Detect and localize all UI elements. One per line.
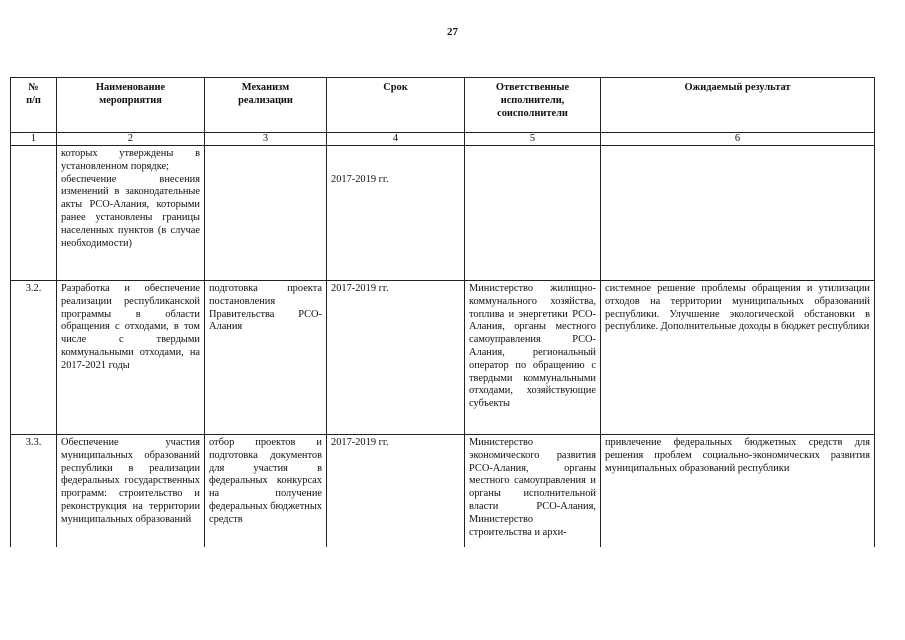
row-number [11,146,57,281]
term: 2017-2019 гг. [327,146,465,281]
header-mechanism: Механизм реализации [205,78,327,133]
responsible: Министерство жилищно-коммунального хозяйства, топлива и энергетики РСО-Алания, органы местного самоуправления РСО-Алания, региональный оператор по обращению с твердыми коммунальными отходами, хозяйствующие субъекты [465,281,601,435]
mechanism: отбор проектов и подготовка документов для участия в федеральных конкурсах на получение федеральных бюджетных средств [205,435,327,548]
header-term: Срок [327,78,465,133]
activity-name: которых утверждены в установленном порядке; обеспечение внесения изменений в законодательные акты РСО-Алания, которыми ранее установлены границы населенных пунктов (в случае необходимости) [57,146,205,281]
table-row [11,281,875,435]
table-row [11,435,875,548]
expected-result: системное решение проблемы обращения и утилизации отходов на территории муниципальных образований республики. Улучшение экологической обстановки в республике. Дополнительные доходы в бюджет республики [601,281,875,435]
page-number: 27 [447,26,458,38]
table-header-row [11,78,875,133]
table-row [11,146,875,281]
activity-plan-table [10,77,875,547]
row-number: 3.2. [11,281,57,435]
mechanism [205,146,327,281]
column-number: 5 [465,133,601,146]
header-responsible: Ответственные исполнители, соисполнители [465,78,601,133]
column-number: 3 [205,133,327,146]
column-number: 1 [11,133,57,146]
column-numbers-row [11,133,875,146]
header-expected-result: Ожидаемый результат [601,78,875,133]
term: 2017-2019 гг. [327,435,465,548]
responsible [465,146,601,281]
expected-result [601,146,875,281]
mechanism: подготовка проекта постановления Правительства РСО-Алания [205,281,327,435]
responsible: Министерство экономического развития РСО-Алания, органы местного самоуправления и органы исполнительной власти РСО-Алания, Министерство строительства и архи- [465,435,601,548]
column-number: 4 [327,133,465,146]
column-number: 2 [57,133,205,146]
header-activity-name: Наименование мероприятия [57,78,205,133]
row-number: 3.3. [11,435,57,548]
activity-name: Разработка и обеспечение реализации республиканской программы в области обращения с отходами, в том числе с твердыми коммунальными отходами, на 2017-2021 годы [57,281,205,435]
expected-result: привлечение федеральных бюджетных средств для решения проблем социально-экономических развития муниципальных образований республики [601,435,875,548]
column-number: 6 [601,133,875,146]
term: 2017-2019 гг. [327,281,465,435]
activity-name: Обеспечение участия муниципальных образований республики в реализации федеральных государственных программ: строительство и реконструкция на территории муниципальных образований [57,435,205,548]
header-number: № п/п [11,78,57,133]
